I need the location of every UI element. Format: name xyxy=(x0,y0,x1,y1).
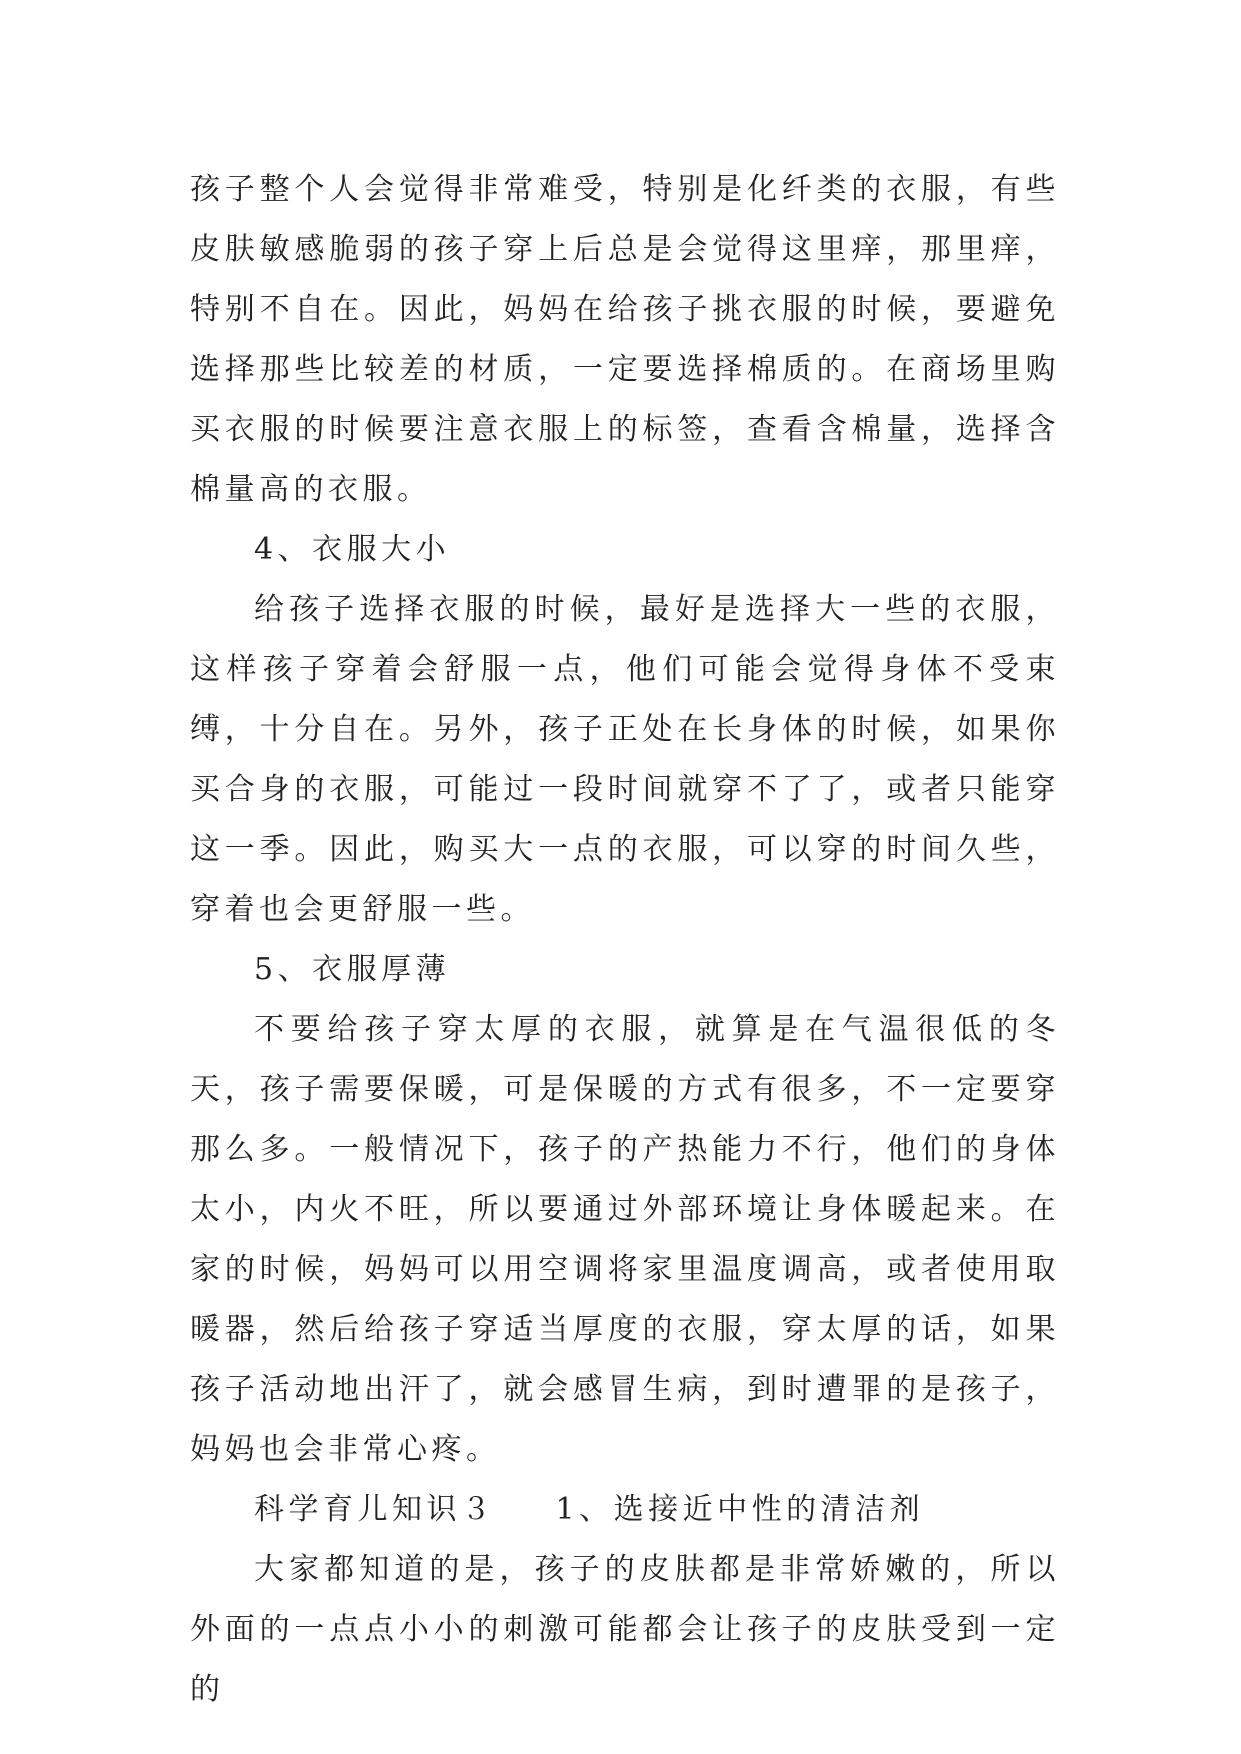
document-body xyxy=(190,160,1060,1720)
paragraph-clothing-thickness: 不要给孩子穿太厚的衣服，就算是在气温很低的冬天，孩子需要保暖，可是保暖的方式有很多，不一定要穿那么多。一般情况下，孩子的产热能力不行，他们的身体太小，内火不旺，所以要通过外部环境让身体暖起来。在家的时候，妈妈可以用空调将家里温度调高，或者使用取暖器，然后给孩子穿适当厚度的衣服，穿太厚的话，如果孩子活动地出汗了，就会感冒生病，到时遭罪的是孩子，妈妈也会非常心疼。 xyxy=(190,1012,1060,1467)
paragraph-clothing-size: 给孩子选择衣服的时候，最好是选择大一些的衣服，这样孩子穿着会舒服一点，他们可能会觉得身体不受束缚，十分自在。另外，孩子正处在长身体的时候，如果你买合身的衣服，可能过一段时间就穿不了了，或者只能穿这一季。因此，购买大一点的衣服，可以穿的时间久些，穿着也会更舒服一些。 xyxy=(190,592,1060,927)
heading-clothing-size: 4、衣服大小 xyxy=(254,532,451,567)
section-heading xyxy=(190,1480,1060,1540)
section-subtitle: 1、选接近中性的清洁剂 xyxy=(555,1492,925,1527)
heading-clothing-thickness: 5、衣服厚薄 xyxy=(254,952,451,987)
section-title: 科学育儿知识３ xyxy=(254,1492,496,1527)
paragraph-fabric-material: 孩子整个人会觉得非常难受，特别是化纤类的衣服，有些皮肤敏感脆弱的孩子穿上后总是会觉得这里痒，那里痒，特别不自在。因此，妈妈在给孩子挑衣服的时候，要避免选择那些比较差的材质，一定要选择棉质的。在商场里购买衣服的时候要注意衣服上的标签，查看含棉量，选择含棉量高的衣服。 xyxy=(190,172,1060,507)
paragraph-cleanser: 大家都知道的是，孩子的皮肤都是非常娇嫩的，所以外面的一点点小小的刺激可能都会让孩子的皮肤受到一定的 xyxy=(190,1552,1060,1707)
